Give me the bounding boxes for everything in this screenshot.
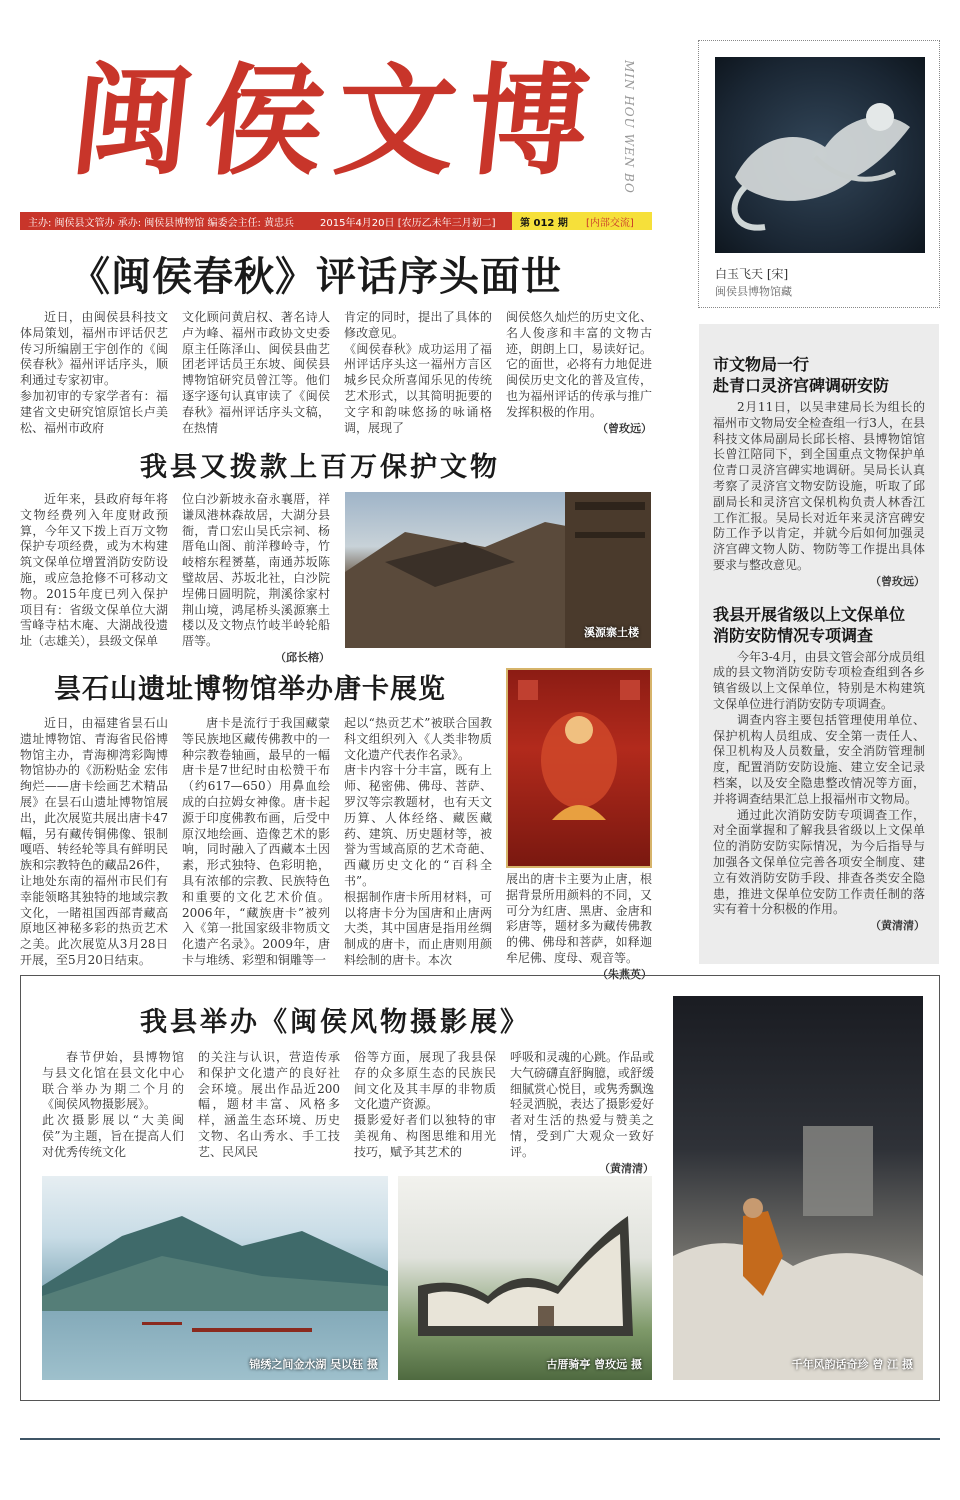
bottom-rule [20,1438,940,1440]
article1-headline: 《闽侯春秋》评话序头面世 [70,254,562,300]
thangka-photo [506,668,652,868]
cave-photo-caption: 千年风韵话奇珍 曾 江 摄 [791,1358,913,1371]
paragraph: 位白沙新坡永奋永襄厝，祥谦凤港林森故居，大湖分县衙，青口宏山吴氏宗祠、杨厝龟山阁、前洋穆岭寺，竹岐榕东程赟墓，南通苏坂陈璧故居、苏坂北社，白沙院埕佛日圆明院，荆溪徐家村荆山境，鸿尾桥头溪源寨土楼以及文物点竹岐半岭轮船厝等。 [182,492,330,649]
lake-photo-caption: 锦绣之间金水湖 吴以钰 摄 [249,1358,378,1371]
paragraph: 起以“热贡艺术”被联合国教科文组织列入《人类非物质文化遗产代表作名录》。 唐卡内容十分丰富，既有上师、秘密佛、佛母、菩萨、罗汉等宗教题材，也有天文历算、人体经络、藏医藏药、建筑、历史题材等，被誉为雪域高原的艺术奇葩、西藏历史文化的“百科全书”。 根据制作唐卡所用材料，可以将唐卡分为国唐和止唐两大类，其中国唐是指用丝绸制成的唐卡，而止唐则用颜料绘制的唐卡。本次 [344,716,492,967]
article2-col1 [20,492,168,652]
tulou-photo [345,492,651,648]
cave-photo [673,996,923,1380]
masthead-pinyin: MIN HOU WEN BO [622,60,636,194]
tulou-photo-caption: 溪源寨土楼 [584,626,639,639]
article3-byline: （朱燕英） [597,967,652,981]
article4-col4 [510,1050,655,1175]
paragraph: 2月11日，以吴聿建局长为组长的福州市文物局安全检查组一行3人，在县科技文体局副局长邱长榕、县博物馆馆长曾江陪同下，到全国重点文物保护单位青口灵济宫碑实地调研。吴局长认真考察了灵济宫文物安防设施，听取了邱副局长和灵济宫文保机构负责人林香江工作汇报。吴局长对近年来灵济宫碑安防工作予以肯定，并就今后如何加强灵济宫碑文物人防、物防等工作提出具体要求与整改意见。 [713,400,925,572]
masthead [20,40,652,240]
cover-caption-title: 白玉飞天 [宋] [715,267,789,281]
paragraph: 的关注与认识，营造传承和保护文化遗产的良好社会环境。展出作品近200幅，题材丰富、风格多样，涵盖生态环境、历史文物、名山秀水、手工技艺、民风民 [198,1050,340,1159]
paragraph: 闽侯悠久灿烂的历史文化、名人俊彦和丰富的文物古迹，朗朗上口，易读好记。它的面世，必将有力地促进闽侯历史文化的普及宣传，也为福州评话的传承与推广发挥积极的作用。 [506,310,652,419]
paragraph: 通过此次消防安防专项调查工作，对全面掌握和了解我县省级以上文保单位的消防安防实际情况，为今后指导与加强各文保单位完善各项安全制度、建立有效消防安防手段、排查各类安全隐患，推进文保单位安防工作责任制的落实有着十分积极的作用。 [713,807,925,917]
cover-photo-box [698,40,940,308]
paragraph: 今年3-4月，由县文管会部分成员组成的县文物消防安防专项检查组到各乡镇省级以上文保单位，特别是木构建筑文保单位进行消防安防专项调查。 [713,649,925,711]
sidebar-item1-byline: （曾玫远） [870,574,925,588]
article2-byline: （邱长榕） [275,650,330,664]
article1-byline: （曾玫远） [597,421,652,435]
paragraph: 文化顾问黄启权、著名诗人卢为峰、福州市政协文史委原主任陈泽山、闽侯县曲艺团老评话员王东坡、闽侯县博物馆研究员曾江等。他们逐字逐句认真审读了《闽侯春秋》福州评话序头文稿，在热情 [182,310,330,435]
article1-col2 [182,310,330,438]
article4-col3 [354,1050,496,1166]
article1-col4 [506,310,652,438]
paragraph: 唐卡是流行于我国藏蒙等民族地区藏传佛教中的一种宗教卷轴画，最早的一幅唐卡是7世纪时由松赞干布（约617—650）用鼻血绘成的白拉姆女神像。唐卡起源于印度佛教布画，后受中原汉地绘画、造像艺术的影响，同时融入了西藏本土因素，形式独特、色彩明艳，具有浓郁的宗教、民族特色和重要的文化艺术价值。2006年，“藏族唐卡”被列入《第一批国家级非物质文化遗产名录》。2009年，唐卡与堆绣、彩塑和铜雕等一 [182,716,330,967]
info-bar [20,212,652,230]
paragraph: 展出的唐卡主要为止唐，根据背景所用颜料的不同，又可分为红唐、黑唐、金唐和彩唐等，题材多为藏传佛教的佛、佛母和菩萨，如释迦牟尼佛、度母、观音等。 [506,872,652,965]
article4-byline: （黄清清） [599,1161,654,1175]
paragraph: 呼吸和灵魂的心跳。作品或大气磅礴直舒胸臆，或舒缓细腻赏心悦目，或隽秀飘逸轻灵洒脱，表达了摄影爱好者对生活的热爱与赞美之情，受到广大观众一致好评。 [510,1050,655,1159]
article1-col1 [20,310,168,438]
article3-col1 [20,716,168,968]
issue-note: [内部交流] [586,218,634,229]
paragraph: 肯定的同时，提出了具体的修改意见。 《闽侯春秋》成功运用了福州评话序头这一福州方言区城乡民众所喜闻乐见的传统艺术形式，以其简明扼要的文字和韵味悠扬的咏诵格调，展现了 [344,310,492,435]
paragraph: 春节伊始，县博物馆与县文化馆在县文化中心联合举办为期二个月的《闽侯风物摄影展》。 此次摄影展以“大美闽侯”为主题，旨在提高人们对优秀传统文化 [42,1050,184,1159]
paragraph: 近年来，县政府每年将文物经费列入年度财政预算，今年又下拨上百万文物保护专项经费，或为木构建筑文保单位增置消防安防设施，或应急抢修不可移动文物。2015年度已列入保护项目有：省级文保单位大湖雪峰寺枯木庵、大湖战役遗址（志雄关），县级文保单 [20,492,168,649]
article3-headline: 昙石山遗址博物馆举办唐卡展览 [54,674,446,705]
article3-col4 [506,872,652,981]
sidebar [699,324,939,964]
issue-date: 2015年4月20日 [农历乙未年三月初二] [320,218,496,229]
article1-col3 [344,310,492,438]
old-house-photo-caption: 古厝骑亭 曾玫远 摄 [546,1358,642,1371]
article4-col2 [198,1050,340,1166]
paragraph: 近日，由福建省昙石山遗址博物馆、青海省民俗博物馆主办，青海柳湾彩陶博物馆协办的《沥粉贴金 宏伟绚烂——唐卡绘画艺术精品展》在昙石山遗址博物馆展出，此次展览共展出唐卡47幅，另有藏传铜佛像、银制嘎唔、转经轮等具有鲜明民族和宗教特色的藏品26件，让地处东南的福州市民们有幸能领略其独特的地域宗教文化，一睹祖国西部青藏高原地区神秘多彩的热贡艺术之美。此次展览从3月28日开展，至5月20日结束。 [20,716,168,967]
article3-col3 [344,716,492,968]
paragraph: 调查内容主要包括管理使用单位、保护机构人员组成、安全第一责任人、保卫机构及人员数量，安全消防管理制度，配置消防安防设施、建立安全记录档案，以及安全隐患整改情况等方面，并将调查结果汇总上报福州市文物局。 [713,712,925,806]
cover-caption-sub: 闽侯县博物馆藏 [715,285,792,298]
sidebar-item2-body [713,650,925,934]
article4-headline: 我县举办《闽侯风物摄影展》 [140,1007,530,1038]
paragraph: 近日，由闽侯县科技文体局策划，福州市评话伬艺传习所编剧王宇创作的《闽侯春秋》福州评话序头，顺利通过专家初审。 参加初审的专家学者有：福建省文史研究馆原馆长卢美松、福州市政府 [20,310,168,435]
jade-apsara-photo [715,57,925,253]
lake-photo [42,1176,388,1380]
sidebar-item2-headline: 我县开展省级以上文保单位 消防安防情况专项调查 [713,604,906,645]
masthead-title: 闽侯文博 [64,51,608,192]
article2-col2 [182,492,330,664]
article2-headline: 我县又拨款上百万保护文物 [140,452,500,483]
paragraph: 俗等方面，展现了我县保存的众多原生态的民族民间文化及其丰厚的非物质文化遗产资源。 摄影爱好者们以独特的审美视角、构图思维和用光技巧，赋予其艺术的 [354,1050,496,1159]
old-house-photo [398,1176,652,1380]
article4-col1 [42,1050,184,1166]
publisher-info: 主办: 闽侯县文管办 承办: 闽侯县博物馆 编委会主任: 黄忠兵 [28,218,295,229]
issue-number: 第 012 期 [520,218,568,229]
article3-col2 [182,716,330,968]
sidebar-item1-headline: 市文物局一行 赴青口灵济宫碑调研安防 [713,355,890,395]
sidebar-item1-body [713,400,925,590]
sidebar-item2-byline: （黄清清） [870,919,925,933]
